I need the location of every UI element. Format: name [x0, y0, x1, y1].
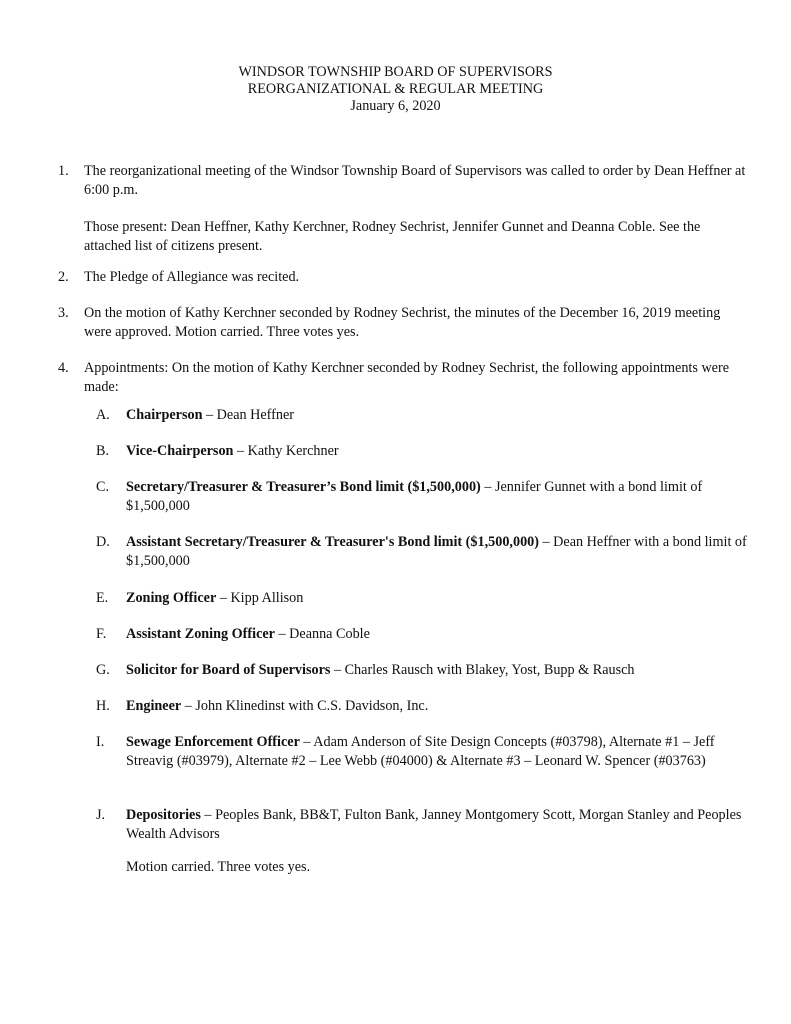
- item-text: On the motion of Kathy Kerchner seconded by Rodney Sechrist, the minutes of the December 16, 2019 meeting were approved. Motion carried. Three votes yes.: [84, 305, 721, 340]
- appointment-detail: – Dean Heffner with a bond limit of $1,500,000: [126, 534, 747, 569]
- appointment-title: Chairperson: [126, 407, 203, 423]
- appointment-letter: D.: [96, 534, 110, 550]
- header-title: WINDSOR TOWNSHIP BOARD OF SUPERVISORS: [238, 64, 553, 80]
- closing-text: Motion carried. Three votes yes.: [126, 859, 311, 875]
- appointment-title: Assistant Secretary/Treasurer & Treasurer's Bond limit ($1,500,000): [126, 534, 539, 550]
- item-text: The reorganizational meeting of the Windsor Township Board of Supervisors was called to order by Dean Heffner at 6:00 p.m.: [84, 163, 746, 198]
- appointment-assistant-secretary-treasurer: [96, 533, 748, 571]
- appointment-letter: A.: [96, 407, 110, 423]
- item-number: 4.: [58, 360, 69, 376]
- item-number: 1.: [58, 163, 69, 179]
- appointment-letter: F.: [96, 626, 107, 642]
- appointment-title: Solicitor for Board of Supervisors: [126, 662, 331, 678]
- appointment-depositories: [96, 806, 748, 844]
- appointment-letter: H.: [96, 698, 110, 714]
- appointment-detail: – Jennifer Gunnet with a bond limit of $1,500,000: [126, 479, 703, 514]
- agenda-item-1: [58, 162, 748, 256]
- appointment-detail: – Deanna Coble: [274, 626, 370, 642]
- appointment-letter: J.: [96, 807, 106, 823]
- appointment-detail: – Kipp Allison: [216, 590, 304, 606]
- attendance-text: Those present: Dean Heffner, Kathy Kerchner, Rodney Sechrist, Jennifer Gunnet and Deanna Coble. See the attached list of citizens present.: [84, 219, 701, 254]
- header-subtitle: REORGANIZATIONAL & REGULAR MEETING: [247, 81, 544, 97]
- appointment-letter: C.: [96, 479, 110, 495]
- appointment-letter: E.: [96, 590, 109, 606]
- item-number: 2.: [58, 269, 69, 285]
- appointment-title: Zoning Officer: [126, 590, 217, 606]
- appointment-secretary-treasurer: [96, 478, 748, 516]
- appointment-detail: – Kathy Kerchner: [233, 443, 339, 459]
- appointment-title: Sewage Enforcement Officer: [126, 734, 300, 750]
- appointment-chairperson: [96, 406, 748, 425]
- appointment-letter: B.: [96, 443, 110, 459]
- appointment-title: Depositories: [126, 807, 201, 823]
- item-text: Appointments: On the motion of Kathy Kerchner seconded by Rodney Sechrist, the following appointments were made:: [84, 360, 730, 395]
- item-text: The Pledge of Allegiance was recited.: [84, 269, 300, 285]
- agenda-item-2: [58, 268, 748, 287]
- appointment-letter: I.: [96, 734, 105, 750]
- appointment-title: Secretary/Treasurer & Treasurer’s Bond limit ($1,500,000): [126, 479, 481, 495]
- appointment-detail: – Peoples Bank, BB&T, Fulton Bank, Janney Montgomery Scott, Morgan Stanley and Peoples Wealth Advisors: [126, 807, 742, 842]
- appointment-sewage-enforcement-officer: [96, 733, 748, 771]
- header-date: January 6, 2020: [350, 98, 441, 114]
- appointment-assistant-zoning-officer: [96, 625, 748, 644]
- closing-motion: [96, 858, 748, 877]
- appointment-detail: – John Klinedinst with C.S. Davidson, Inc.: [181, 698, 429, 714]
- appointment-title: Assistant Zoning Officer: [126, 626, 275, 642]
- appointment-solicitor: [96, 661, 748, 680]
- document-header: [0, 64, 791, 115]
- item-number: 3.: [58, 305, 69, 321]
- appointment-detail: – Dean Heffner: [202, 407, 294, 423]
- agenda-item-3: [58, 304, 748, 342]
- appointment-detail: – Charles Rausch with Blakey, Yost, Bupp & Rausch: [330, 662, 635, 678]
- agenda-item-4: [58, 359, 748, 397]
- appointment-zoning-officer: [96, 589, 748, 608]
- appointment-title: Engineer: [126, 698, 182, 714]
- appointment-letter: G.: [96, 662, 110, 678]
- appointment-vice-chairperson: [96, 442, 748, 461]
- appointment-detail: – Adam Anderson of Site Design Concepts (#03798), Alternate #1 – Jeff Streavig (#03979), Alternate #2 – Lee Webb (#04000) & Alternate #3 – Leonard W. Spencer (#03763): [126, 734, 715, 769]
- appointment-title: Vice-Chairperson: [126, 443, 234, 459]
- appointment-engineer: [96, 697, 748, 716]
